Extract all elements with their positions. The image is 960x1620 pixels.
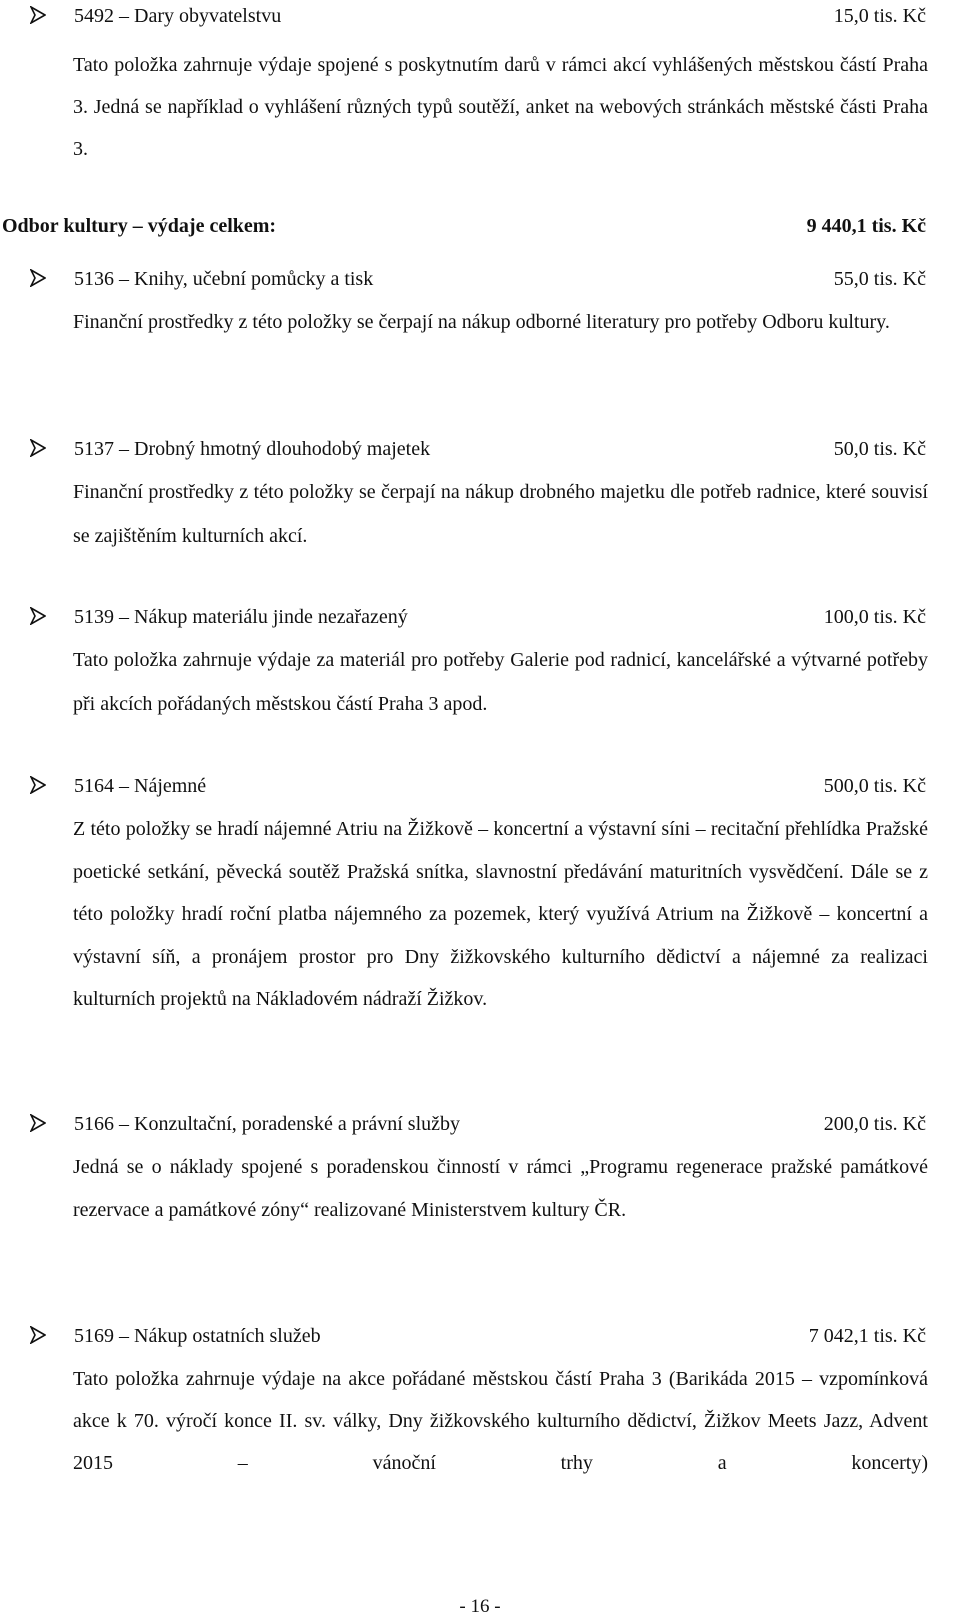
section-title: Odbor kultury – výdaje celkem: [2, 215, 277, 237]
budget-item-5492 [0, 2, 960, 42]
item-description: Z této položky se hradí nájemné Atriu na Žižkově – koncertní a výstavní síni – recitační přehlídka Pražské poetické setkání, pěvecká soutěž Pražská snítka, slavnostní předávání maturitních vysvědčení. Dále se z této položky hradí roční platba nájemného za pozemek, který využívá Atrium na Žižkově – koncertní a výstavní síň, a pronájem prostor pro Dny žižkovského kulturního dědictví a nájemné za realizaci kulturních projektů na Nákladovém nádraží Žižkov. [73, 818, 928, 1010]
arrow-bullet-icon [30, 2, 46, 30]
item-description: Tato položka zahrnuje výdaje spojené s poskytnutím darů v rámci akcí vyhlášených městskou částí Praha 3. Jedná se například o vyhlášení různých typů soutěží, anket na webových stránkách městské části Praha 3. [73, 54, 928, 160]
budget-item-5139 [0, 603, 960, 643]
item-amount: 100,0 tis. Kč [823, 606, 926, 628]
item-description: Finanční prostředky z této položky se čerpají na nákup drobného majetku dle potřeb radnice, které souvisí se zajištěním kulturních akcí. [73, 481, 928, 547]
item-description: Tato položka zahrnuje výdaje na akce pořádané městskou částí Praha 3 (Barikáda 2015 – vzpomínková akce k 70. výročí konce II. sv. války, Dny žižkovského kulturního dědictví, Žižkov Meets Jazz, Advent 2015 – vánoční trhy a koncerty) [73, 1368, 928, 1474]
arrow-bullet-icon [30, 1110, 46, 1138]
item-description: Tato položka zahrnuje výdaje za materiál pro potřeby Galerie pod radnicí, kancelářské a výtvarné potřeby při akcích pořádaných městskou částí Praha 3 apod. [73, 649, 928, 715]
arrow-bullet-icon [30, 1322, 46, 1350]
budget-item-5166 [0, 1110, 960, 1150]
arrow-bullet-icon [30, 603, 46, 631]
item-title: 5166 – Konzultační, poradenské a právní služby [74, 1113, 461, 1135]
item-amount: 15,0 tis. Kč [833, 5, 926, 27]
item-title: 5136 – Knihy, učební pomůcky a tisk [74, 268, 374, 290]
item-title: 5492 – Dary obyvatelstvu [74, 5, 282, 27]
item-amount: 50,0 tis. Kč [833, 438, 926, 460]
item-title: 5169 – Nákup ostatních služeb [74, 1325, 321, 1347]
arrow-bullet-icon [30, 265, 46, 293]
item-amount: 7 042,1 tis. Kč [808, 1325, 926, 1347]
item-description: Jedná se o náklady spojené s poradenskou činností v rámci „Programu regenerace pražské památkové rezervace a památkové zóny“ realizované Ministerstvem kultury ČR. [73, 1156, 928, 1221]
section-heading [0, 212, 960, 252]
page-number: - 16 - [459, 1596, 501, 1617]
item-title: 5139 – Nákup materiálu jinde nezařazený [74, 606, 408, 628]
item-title: 5137 – Drobný hmotný dlouhodobý majetek [74, 438, 431, 460]
arrow-bullet-icon [30, 772, 46, 800]
item-title: 5164 – Nájemné [74, 775, 207, 797]
item-description: Finanční prostředky z této položky se čerpají na nákup odborné literatury pro potřeby Odboru kultury. [73, 311, 890, 333]
item-amount: 200,0 tis. Kč [823, 1113, 926, 1135]
item-amount: 500,0 tis. Kč [823, 775, 926, 797]
budget-item-5137 [0, 435, 960, 475]
budget-item-5164 [0, 772, 960, 812]
budget-item-5169 [0, 1322, 960, 1362]
budget-item-5136 [0, 265, 960, 305]
arrow-bullet-icon [30, 435, 46, 463]
item-amount: 55,0 tis. Kč [833, 268, 926, 290]
section-amount: 9 440,1 tis. Kč [806, 215, 926, 237]
